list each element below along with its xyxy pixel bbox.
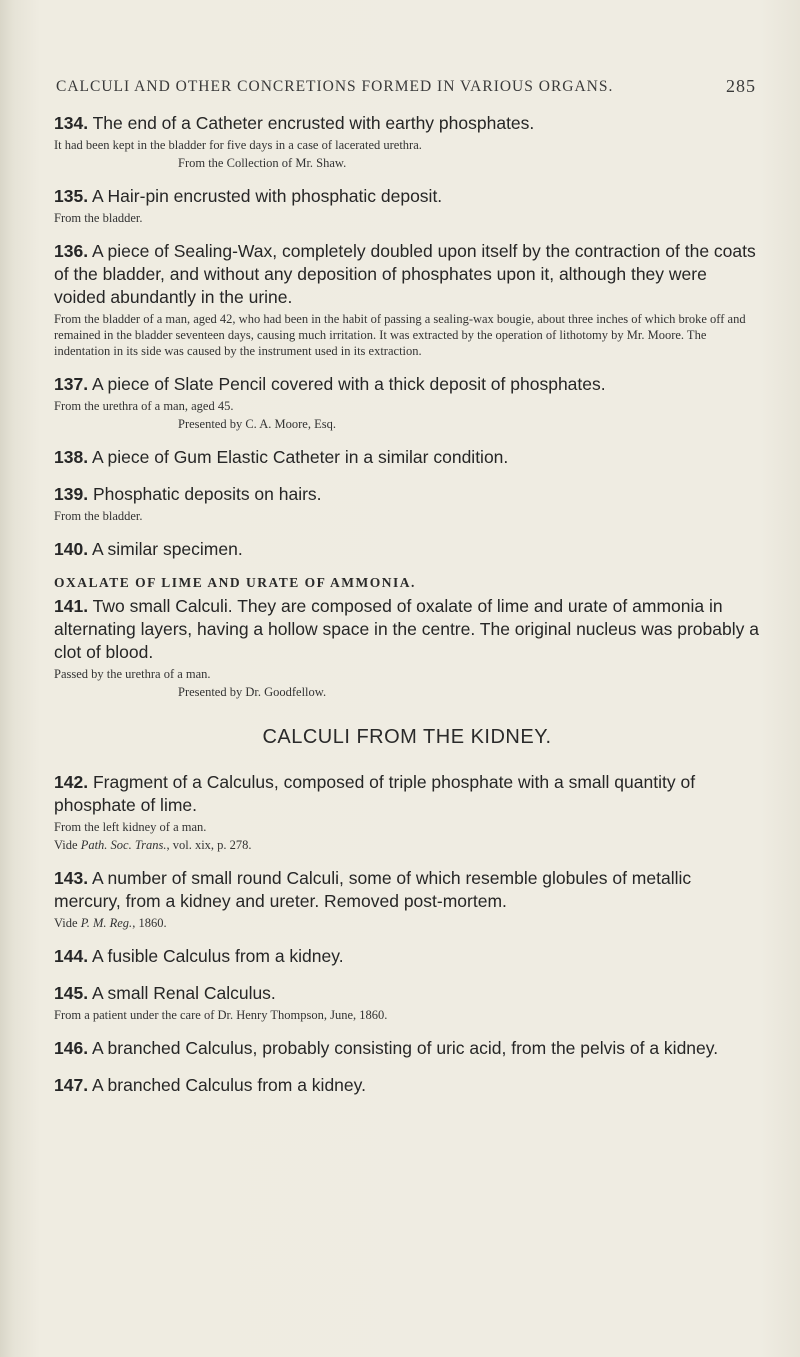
- catalogue-entry-143: [54, 867, 760, 931]
- catalogue-entry: [54, 373, 760, 432]
- reference-title: P. M. Reg.: [80, 916, 133, 930]
- entry-number: 139.: [54, 484, 89, 504]
- entry-number: 145.: [54, 983, 89, 1003]
- entry-heading: [54, 373, 760, 396]
- entry-note: Passed by the urethra of a man.: [54, 667, 211, 681]
- entry-heading: [54, 595, 760, 664]
- entry-heading-text: A number of small round Calculi, some of which resemble globules of metallic mercury, from a kidney and ureter. Removed post-mortem.: [54, 868, 692, 911]
- entry-number: 143.: [54, 868, 89, 888]
- entry-reference: [54, 915, 760, 931]
- section-heading-oxalate: OXALATE OF LIME AND URATE OF AMMONIA.: [54, 575, 416, 590]
- catalogue-entry-141: [54, 595, 760, 700]
- entry-heading-text: A branched Calculus, probably consisting of uric acid, from the pelvis of a kidney.: [91, 1038, 719, 1058]
- vide-label: Vide: [54, 916, 78, 930]
- entry-number: 134.: [54, 113, 89, 133]
- entry-provenance: Presented by Dr. Goodfellow.: [178, 685, 327, 699]
- entry-note: It had been kept in the bladder for five days in a case of lacerated urethra.: [54, 138, 422, 152]
- entry-note: From the bladder.: [54, 509, 143, 523]
- entry-reference: [54, 837, 760, 853]
- catalogue-content: [54, 112, 760, 1111]
- entry-heading: [54, 185, 760, 208]
- section-heading-kidney: CALCULI FROM THE KIDNEY.: [262, 726, 552, 748]
- entry-heading: [54, 538, 760, 561]
- entry-heading-text: A Hair-pin encrusted with phosphatic deposit.: [91, 186, 443, 206]
- reference-detail: , vol. xix, p. 278.: [166, 838, 252, 852]
- entry-heading-text: A piece of Gum Elastic Catheter in a similar condition.: [91, 447, 509, 467]
- entry-note: From the bladder.: [54, 211, 143, 225]
- catalogue-entry: [54, 538, 760, 561]
- entry-heading-text: Fragment of a Calculus, composed of triple phosphate with a small quantity of phosphate of lime.: [54, 772, 696, 815]
- entry-heading: [54, 982, 760, 1005]
- entry-provenance: Presented by C. A. Moore, Esq.: [178, 417, 336, 431]
- entry-number: 147.: [54, 1075, 89, 1095]
- catalogue-entry-146: [54, 1037, 760, 1060]
- entry-number: 138.: [54, 447, 89, 467]
- page-number: 285: [726, 76, 756, 96]
- entry-heading: [54, 483, 760, 506]
- running-head-title: CALCULI AND OTHER CONCRETIONS FORMED IN VARIOUS ORGANS.: [56, 78, 614, 95]
- entry-heading-text: A piece of Slate Pencil covered with a thick deposit of phosphates.: [91, 374, 606, 394]
- entry-number: 144.: [54, 946, 89, 966]
- entry-heading-text: A small Renal Calculus.: [91, 983, 276, 1003]
- catalogue-entry: [54, 112, 760, 171]
- catalogue-entry: [54, 240, 760, 359]
- entry-note: From the left kidney of a man.: [54, 820, 207, 834]
- entry-number: 136.: [54, 241, 89, 261]
- reference-title: Path. Soc. Trans.: [80, 838, 167, 852]
- entry-number: 135.: [54, 186, 89, 206]
- entry-heading-text: A fusible Calculus from a kidney.: [91, 946, 344, 966]
- entry-number: 142.: [54, 772, 89, 792]
- catalogue-entry-142: [54, 771, 760, 853]
- entry-number: 141.: [54, 596, 89, 616]
- entry-heading: [54, 945, 760, 968]
- entry-note: From a patient under the care of Dr. Henry Thompson, June, 1860.: [54, 1008, 388, 1022]
- catalogue-entry-145: [54, 982, 760, 1023]
- entry-note: From the urethra of a man, aged 45.: [54, 399, 234, 413]
- vide-label: Vide: [54, 838, 78, 852]
- entry-number: 146.: [54, 1038, 89, 1058]
- entry-heading: [54, 1037, 760, 1060]
- entry-heading-text: A piece of Sealing-Wax, completely doubled upon itself by the contraction of the coats of the bladder, and without any deposition of phosphates upon it, although they were voided abundantly in the urine.: [54, 241, 756, 307]
- entry-note: From the bladder of a man, aged 42, who had been in the habit of passing a sealing-wax bougie, about three inches of which broke off and remained in the bladder seventeen days, causing much irritation. It was extracted by the operation of lithotomy by Mr. Moore. The indentation in its side was caused by the instrument used in its extraction.: [54, 312, 746, 358]
- entry-heading-text: The end of a Catheter encrusted with earthy phosphates.: [92, 113, 535, 133]
- entry-heading: [54, 240, 760, 309]
- entry-heading: [54, 771, 760, 817]
- reference-detail: , 1860.: [132, 916, 167, 930]
- entry-heading-text: Two small Calculi. They are composed of oxalate of lime and urate of ammonia in alternating layers, having a hollow space in the centre. The original nucleus was probably a clot of blood.: [54, 596, 759, 662]
- entries-list: [54, 112, 760, 561]
- catalogue-entry: [54, 483, 760, 524]
- entry-heading-text: A similar specimen.: [91, 539, 243, 559]
- catalogue-entry-144: [54, 945, 760, 968]
- catalogue-entry: [54, 185, 760, 226]
- catalogue-entry-147: [54, 1074, 760, 1097]
- entry-provenance: From the Collection of Mr. Shaw.: [178, 156, 347, 170]
- entry-heading: [54, 867, 760, 913]
- entry-number: 140.: [54, 539, 89, 559]
- entry-heading: [54, 1074, 760, 1097]
- entry-heading-text: Phosphatic deposits on hairs.: [92, 484, 322, 504]
- catalogue-entry: [54, 446, 760, 469]
- entry-heading-text: A branched Calculus from a kidney.: [91, 1075, 366, 1095]
- entry-heading: [54, 112, 760, 135]
- entry-heading: [54, 446, 760, 469]
- entry-number: 137.: [54, 374, 89, 394]
